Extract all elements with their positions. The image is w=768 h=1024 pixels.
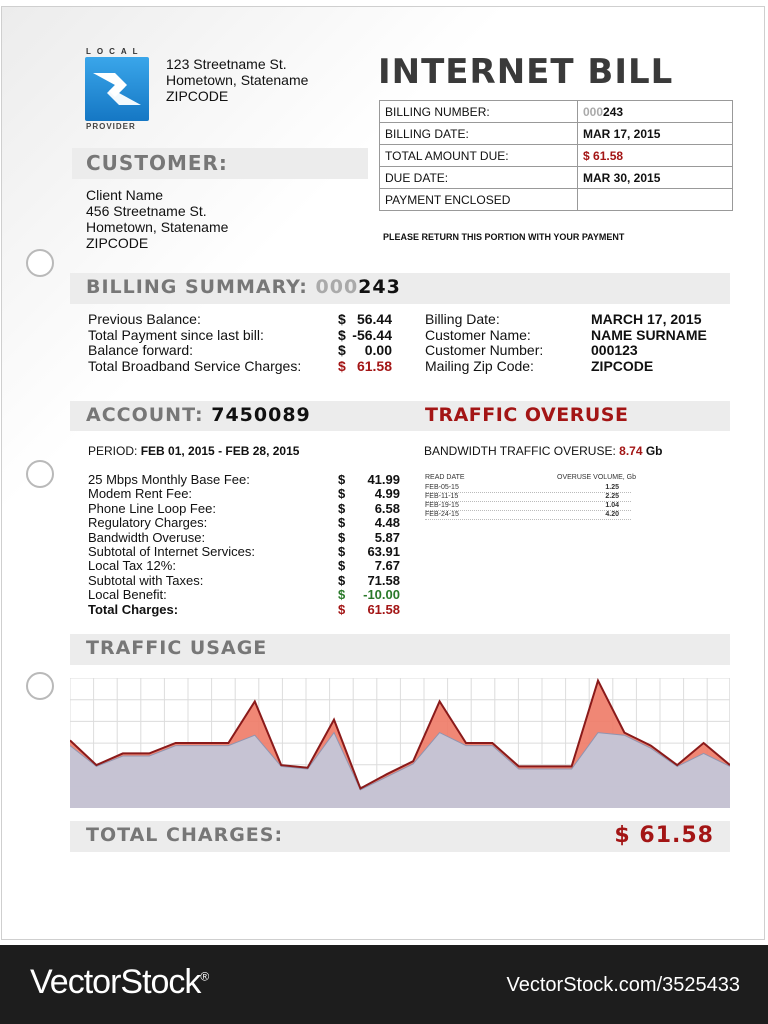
charge-row bbox=[88, 545, 400, 559]
charge-label: Subtotal with Taxes: bbox=[88, 572, 204, 588]
charge-amount: 6.58 bbox=[374, 500, 400, 516]
billing-number-value bbox=[578, 101, 733, 123]
charge-row bbox=[88, 588, 400, 602]
total-charges-amount bbox=[614, 823, 714, 848]
total-due-label: TOTAL AMOUNT DUE: bbox=[380, 145, 578, 167]
overuse-volume: 2.25 bbox=[605, 493, 619, 500]
charge-label: Subtotal of Internet Services: bbox=[88, 543, 255, 559]
summary-currency: $ bbox=[338, 342, 346, 358]
billing-summary-heading bbox=[86, 276, 401, 298]
table-row bbox=[380, 167, 733, 189]
billing-summary-title: BILLING SUMMARY: bbox=[86, 276, 308, 298]
account-heading bbox=[86, 404, 311, 426]
overuse-row bbox=[425, 484, 631, 493]
traffic-usage-chart bbox=[70, 678, 730, 808]
table-row bbox=[380, 189, 733, 211]
bandwidth-unit: Gb bbox=[645, 444, 663, 458]
summary-row bbox=[425, 357, 654, 375]
payment-enclosed-field[interactable] bbox=[578, 189, 733, 211]
charge-currency: $ bbox=[338, 529, 346, 545]
summary-row bbox=[88, 343, 392, 359]
customer-heading: CUSTOMER: bbox=[86, 151, 228, 175]
customer-address bbox=[86, 187, 228, 251]
logo-bottom-text: PROVIDER bbox=[86, 122, 136, 131]
billing-date-value: MAR 17, 2015 bbox=[578, 123, 733, 145]
watermark-url: VectorStock.com/3525433 bbox=[506, 974, 740, 996]
charge-amount: 41.99 bbox=[367, 472, 400, 487]
billing-summary-left bbox=[88, 312, 392, 374]
charge-amount: 7.67 bbox=[374, 558, 400, 574]
bandwidth-label: BANDWIDTH TRAFFIC OVERUSE: bbox=[424, 444, 616, 458]
total-due-currency: $ bbox=[583, 148, 594, 163]
summary-label: Mailing Zip Code: bbox=[425, 357, 534, 374]
summary-label: Balance forward: bbox=[88, 342, 194, 358]
charge-label: Regulatory Charges: bbox=[88, 515, 208, 531]
summary-row bbox=[88, 328, 392, 344]
overuse-table-header bbox=[425, 474, 643, 484]
charge-label: 25 Mbps Monthly Base Fee: bbox=[88, 472, 250, 487]
charge-row bbox=[88, 502, 400, 516]
charge-currency: $ bbox=[338, 601, 346, 617]
charge-amount: 71.58 bbox=[367, 572, 400, 588]
return-note: PLEASE RETURN THIS PORTION WITH YOUR PAYMENT bbox=[383, 232, 625, 242]
summary-value: NAME SURNAME bbox=[591, 326, 707, 343]
overuse-table bbox=[425, 474, 643, 520]
charge-amount: 4.48 bbox=[374, 515, 400, 531]
summary-currency: $ bbox=[338, 326, 346, 343]
account-header bbox=[70, 401, 730, 431]
traffic-overuse-heading: TRAFFIC OVERUSE bbox=[425, 404, 629, 426]
charge-label: Total Charges: bbox=[88, 601, 179, 617]
summary-label: Previous Balance: bbox=[88, 311, 201, 327]
binder-hole bbox=[26, 672, 54, 700]
charge-currency: $ bbox=[338, 486, 346, 502]
overuse-row bbox=[425, 511, 631, 520]
charge-amount: 5.87 bbox=[374, 529, 400, 545]
charge-currency: $ bbox=[338, 472, 346, 487]
total-charges-currency: $ bbox=[614, 823, 631, 848]
binder-hole bbox=[26, 249, 54, 277]
billing-summary-right bbox=[425, 311, 707, 374]
binder-hole bbox=[26, 460, 54, 488]
account-title: ACCOUNT: bbox=[86, 404, 204, 426]
total-due-value bbox=[578, 145, 733, 167]
summary-label: Customer Number: bbox=[425, 342, 544, 358]
overuse-date: FEB-24-15 bbox=[425, 511, 459, 518]
col-read-date: READ DATE bbox=[425, 474, 465, 481]
total-due-amount: 61.58 bbox=[593, 148, 624, 163]
summary-amount: 0.00 bbox=[364, 342, 392, 358]
charges-list bbox=[88, 473, 400, 617]
charge-row bbox=[88, 559, 400, 573]
charge-currency: $ bbox=[338, 543, 346, 559]
charge-currency: $ bbox=[338, 587, 346, 603]
charge-label: Local Benefit: bbox=[88, 587, 167, 603]
provider-logo-icon bbox=[85, 57, 149, 121]
summary-currency: $ bbox=[338, 357, 346, 374]
charge-amount: 4.99 bbox=[374, 486, 400, 502]
total-charges-heading: TOTAL CHARGES: bbox=[86, 824, 284, 846]
overuse-date: FEB-19-15 bbox=[425, 502, 459, 509]
summary-label: Total Payment since last bill: bbox=[88, 326, 264, 343]
due-date-value: MAR 30, 2015 bbox=[578, 167, 733, 189]
summary-number: 243 bbox=[358, 276, 401, 298]
traffic-usage-heading: TRAFFIC USAGE bbox=[86, 637, 268, 659]
overuse-row bbox=[425, 493, 631, 502]
period-label: PERIOD: bbox=[88, 444, 138, 458]
overuse-volume: 1.25 bbox=[605, 484, 619, 491]
summary-row bbox=[88, 312, 392, 328]
billing-period bbox=[88, 444, 299, 458]
charge-amount: -10.00 bbox=[363, 587, 400, 603]
summary-value: ZIPCODE bbox=[591, 357, 654, 374]
table-row bbox=[380, 101, 733, 123]
address-line: Hometown, Statename bbox=[166, 72, 309, 88]
account-number: 7450089 bbox=[211, 404, 311, 426]
address-line: Client Name bbox=[86, 187, 164, 203]
summary-label: Billing Date: bbox=[425, 311, 500, 327]
col-overuse-volume: OVERUSE VOLUME, Gb bbox=[557, 474, 636, 481]
overuse-volume: 1.04 bbox=[605, 502, 619, 509]
due-date-label: DUE DATE: bbox=[380, 167, 578, 189]
summary-amount: 61.58 bbox=[356, 357, 392, 374]
charge-row-total bbox=[88, 603, 400, 617]
billing-number-prefix: 000 bbox=[583, 104, 604, 119]
overuse-row bbox=[425, 502, 631, 511]
charge-amount: 63.91 bbox=[367, 543, 400, 559]
traffic-usage-header bbox=[70, 634, 730, 665]
summary-amount: 56.44 bbox=[356, 311, 392, 327]
billing-table bbox=[379, 100, 733, 211]
address-line: ZIPCODE bbox=[166, 88, 229, 104]
charge-label: Phone Line Loop Fee: bbox=[88, 500, 216, 516]
total-charges-header bbox=[70, 821, 730, 852]
charge-amount: 61.58 bbox=[367, 601, 400, 617]
watermark-brand bbox=[30, 963, 208, 1002]
watermark-brand-name: VectorStock bbox=[30, 963, 201, 1001]
summary-label: Customer Name: bbox=[425, 326, 531, 343]
summary-row bbox=[425, 326, 707, 344]
bandwidth-value: 8.74 bbox=[619, 444, 643, 458]
charge-row bbox=[88, 487, 400, 501]
summary-row bbox=[425, 311, 702, 328]
summary-row bbox=[425, 342, 638, 359]
charge-label: Bandwidth Overuse: bbox=[88, 529, 206, 545]
summary-value: MARCH 17, 2015 bbox=[591, 311, 702, 327]
charge-currency: $ bbox=[338, 558, 346, 574]
billing-date-label: BILLING DATE: bbox=[380, 123, 578, 145]
summary-row bbox=[88, 359, 392, 375]
billing-summary-header bbox=[70, 273, 730, 304]
summary-label: Total Broadband Service Charges: bbox=[88, 357, 302, 374]
billing-number: 243 bbox=[603, 104, 624, 119]
charge-label: Local Tax 12%: bbox=[88, 558, 176, 574]
charge-currency: $ bbox=[338, 500, 346, 516]
address-line: 456 Streetname St. bbox=[86, 203, 207, 219]
logo-top-text: LOCAL bbox=[86, 47, 144, 56]
summary-number-prefix: 000 bbox=[315, 276, 359, 298]
document-title: INTERNET BILL bbox=[378, 52, 674, 92]
address-line: Hometown, Statename bbox=[86, 219, 229, 235]
charge-label: Modem Rent Fee: bbox=[88, 486, 193, 502]
table-row bbox=[380, 145, 733, 167]
bandwidth-overuse bbox=[424, 444, 663, 458]
charge-row bbox=[88, 516, 400, 530]
total-charges-value: 61.58 bbox=[639, 823, 714, 848]
billing-number-label: BILLING NUMBER: bbox=[380, 101, 578, 123]
address-line: ZIPCODE bbox=[86, 235, 149, 251]
charge-row bbox=[88, 574, 400, 588]
provider-address bbox=[166, 56, 308, 104]
period-value: FEB 01, 2015 - FEB 28, 2015 bbox=[140, 444, 300, 458]
payment-enclosed-label: PAYMENT ENCLOSED bbox=[380, 189, 578, 211]
customer-header bbox=[72, 148, 368, 179]
charge-row bbox=[88, 531, 400, 545]
overuse-date: FEB-05-15 bbox=[425, 484, 459, 491]
watermark-reg: ® bbox=[200, 969, 209, 984]
charge-row bbox=[88, 473, 400, 487]
watermark-footer bbox=[0, 945, 768, 1024]
charge-currency: $ bbox=[338, 572, 346, 588]
overuse-volume: 4.20 bbox=[605, 511, 619, 518]
overuse-date: FEB-11-15 bbox=[425, 493, 459, 500]
address-line: 123 Streetname St. bbox=[166, 56, 287, 72]
summary-currency: $ bbox=[338, 311, 346, 327]
table-row bbox=[380, 123, 733, 145]
charge-currency: $ bbox=[338, 515, 346, 531]
summary-value: 000123 bbox=[591, 342, 638, 358]
summary-amount: -56.44 bbox=[352, 326, 392, 343]
